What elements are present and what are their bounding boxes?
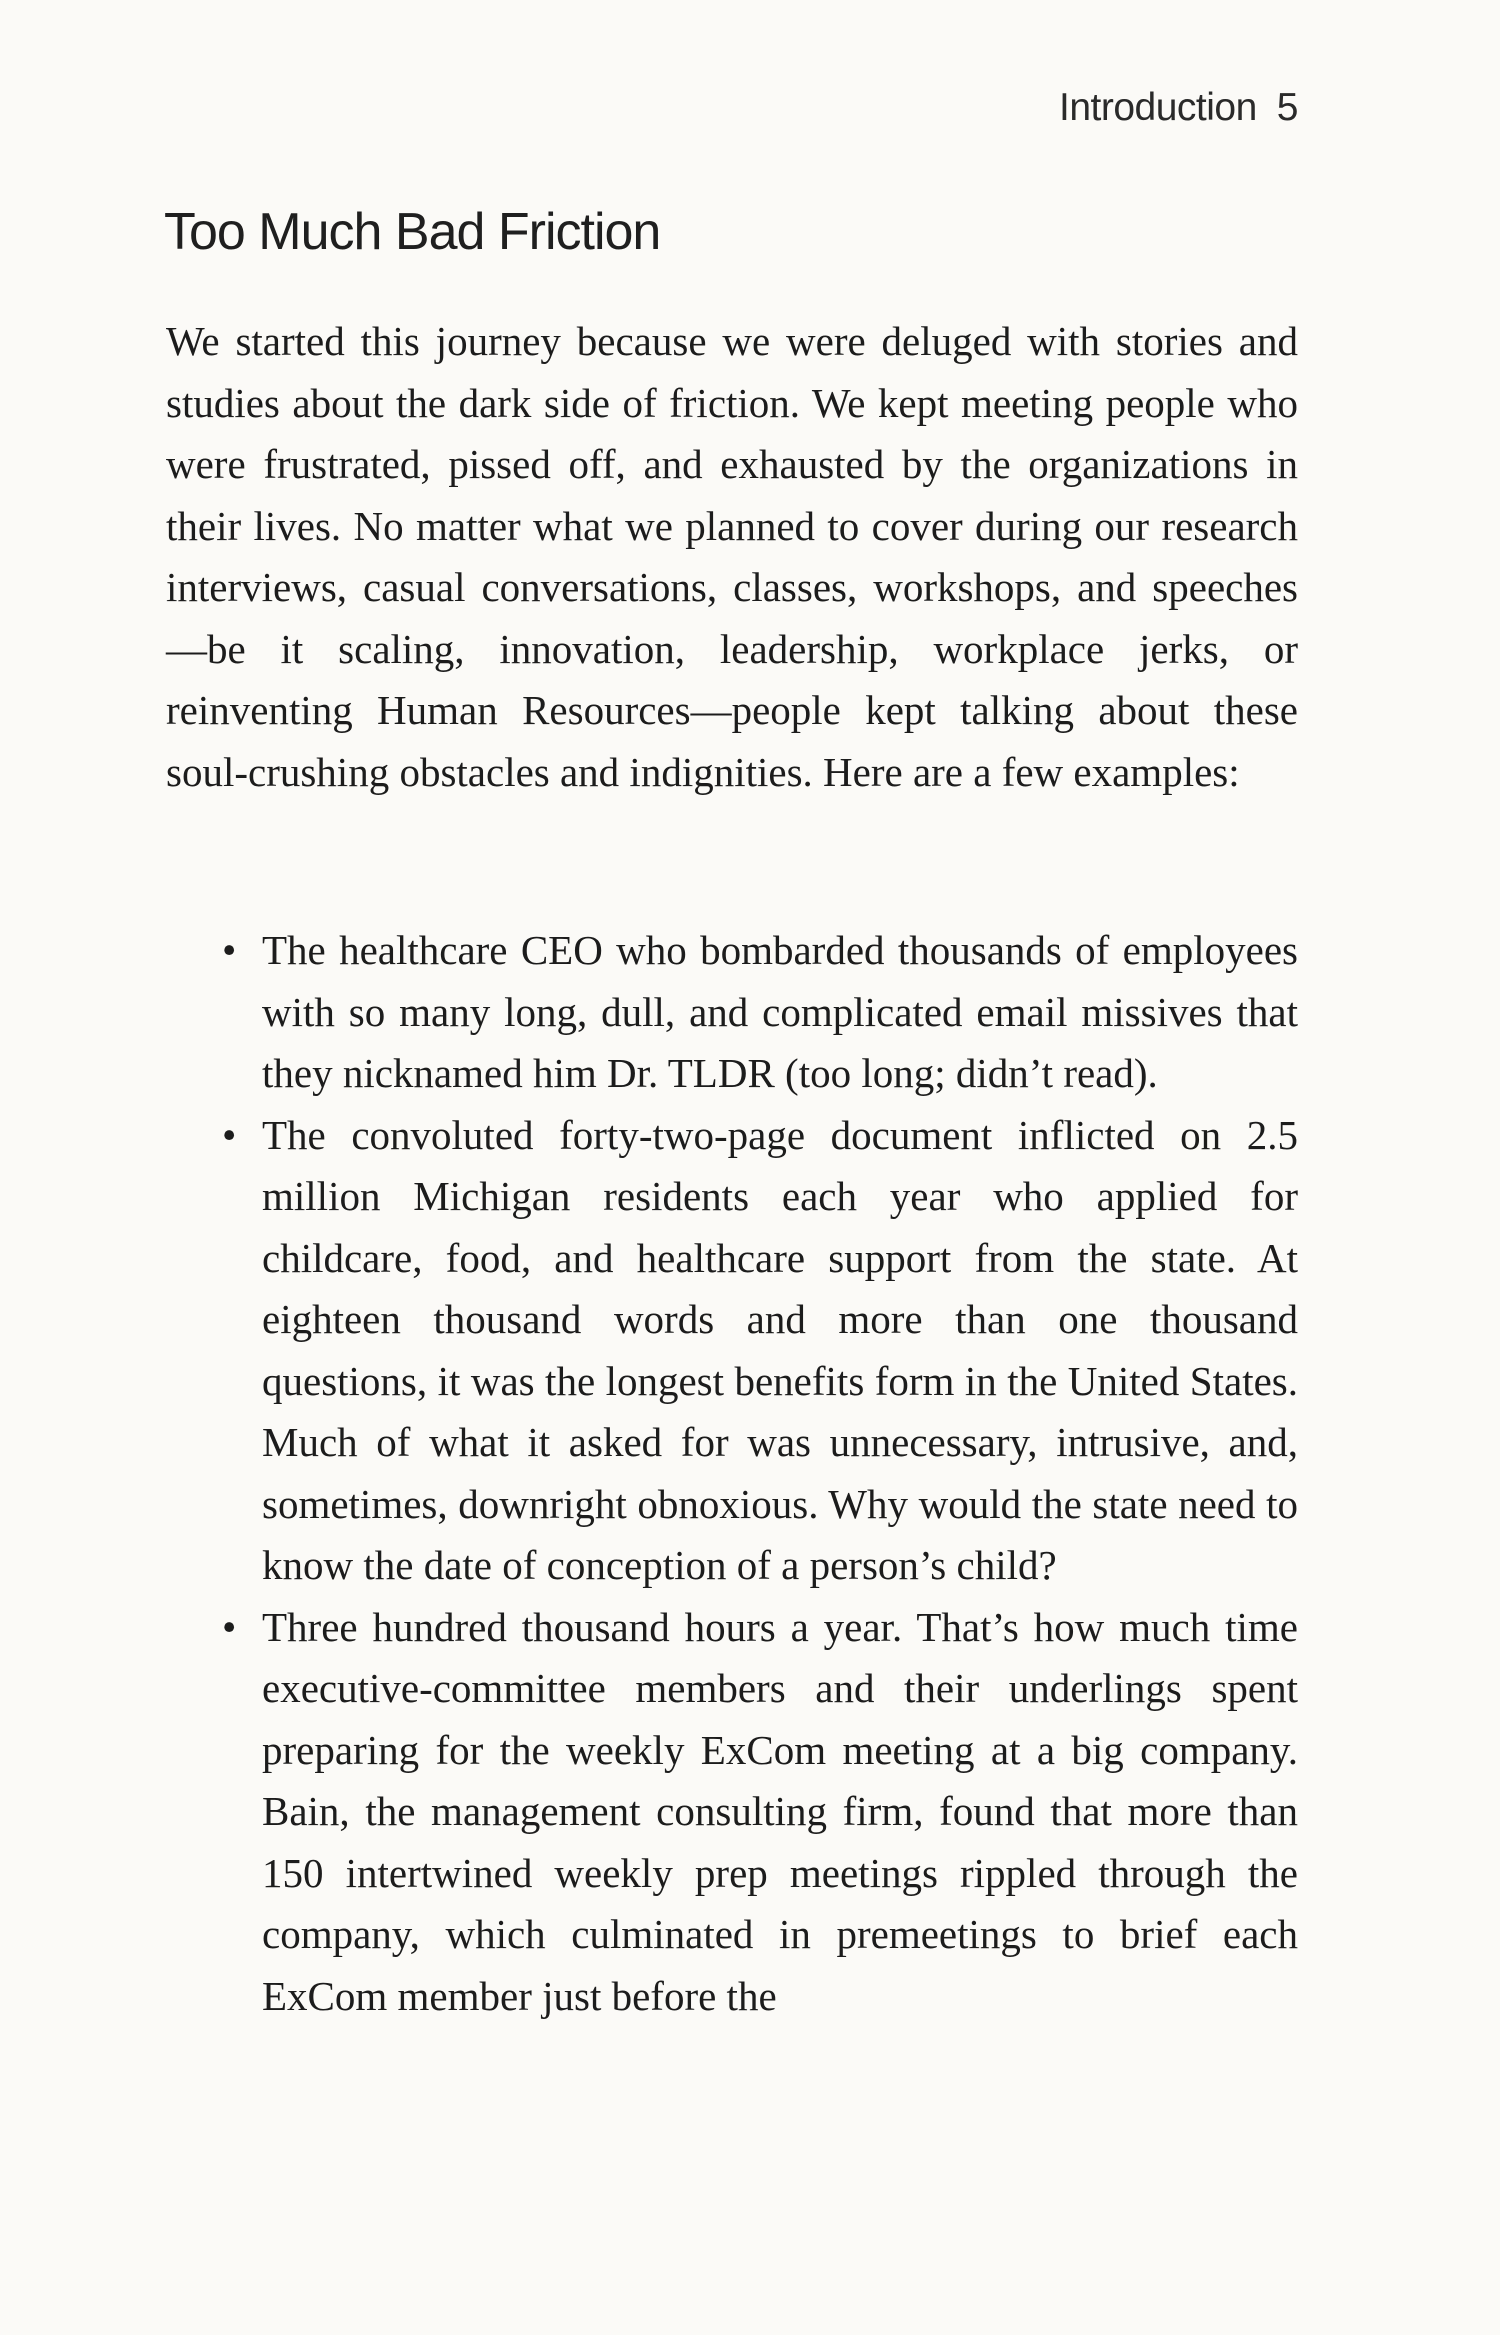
example-item-excom	[222, 1597, 1298, 2028]
intro-paragraph: We started this journey because we were deluged with stories and studies about the dark side of friction. We kept meeting people who were frustrated, pissed off, and exhausted by the organizations in their lives. No matter what we planned to cover during our research interviews, casual conversations, classes, workshops, and speeches—be it scaling, innovation, leadership, workplace jerks, or reinventing Human Resources—people kept talking about these soul-crushing obstacles and indignities. Here are a few examples:	[166, 318, 1298, 795]
section-title: Too Much Bad Friction	[164, 203, 661, 261]
bullet-icon: •	[222, 1111, 237, 1158]
bullet-icon: •	[222, 927, 237, 973]
example-text: The convoluted forty-two-page document inflicted on 2.5 million Michigan residents each year who applied for childcare, food, and healthcare support from the state. At eighteen thousand words and more than one thousand questions, it was the longest benefits form in the United States. Much of what it asked for was unnecessary, intrusive, and, sometimes, downright obnoxious. Why would the state need to know the date of conception of a person’s child?	[262, 1111, 1298, 1588]
example-item-ceo	[222, 920, 1298, 1105]
example-text: Three hundred thousand hours a year. That’s how much time executive-committee members and their underlings spent preparing for the weekly ExCom meeting at a big company. Bain, the management consulting firm, found that more than 150 intertwined weekly prep meetings rippled through the company, which culminated in premeetings to brief each ExCom member just before the	[262, 1603, 1298, 2019]
running-head-section: Introduction	[1058, 86, 1257, 129]
running-head	[1059, 86, 1298, 130]
example-text: The healthcare CEO who bombarded thousands of employees with so many long, dull, and complicated email missives that they nicknamed him Dr. TLDR (too long; didn’t read).	[262, 927, 1298, 1096]
page-number: 5	[1276, 86, 1298, 129]
examples-list	[0, 920, 1500, 2027]
example-item-michigan-form	[222, 1105, 1298, 1597]
bullet-icon: •	[222, 1603, 237, 1650]
